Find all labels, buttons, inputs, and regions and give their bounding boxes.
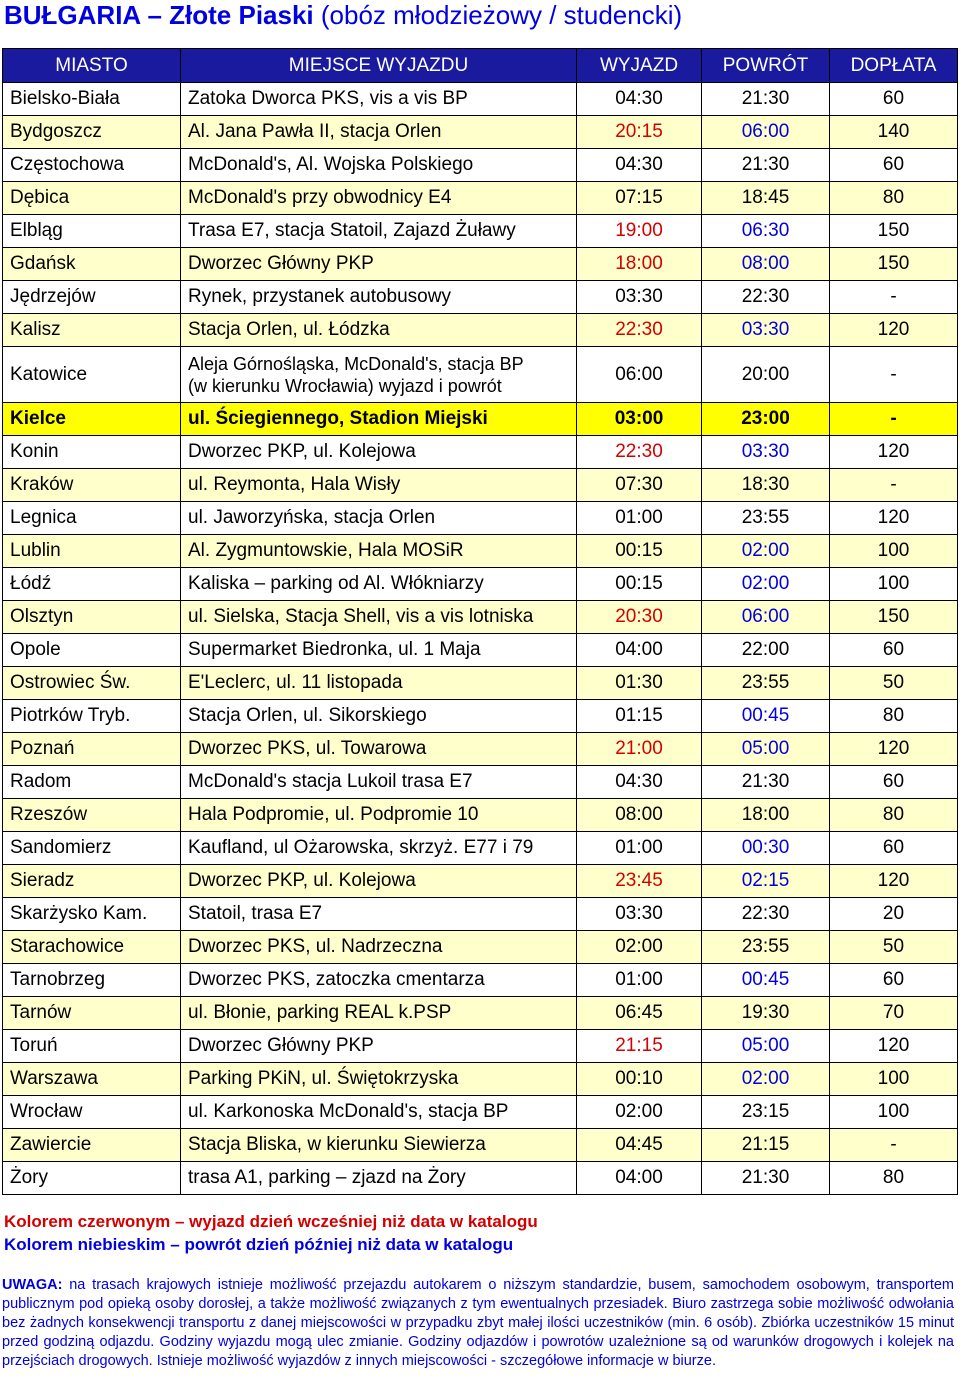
title-subtitle: (obóz młodzieżowy / studencki) xyxy=(313,0,683,30)
cell-return-time: 02:15 xyxy=(702,865,830,898)
table-row xyxy=(3,215,958,248)
table-row xyxy=(3,1063,958,1096)
cell-departure-place: Dworzec PKS, ul. Towarowa xyxy=(181,733,577,766)
cell-departure-place: Statoil, trasa E7 xyxy=(181,898,577,931)
page-title xyxy=(4,0,954,30)
table-row xyxy=(3,248,958,281)
cell-city: Warszawa xyxy=(3,1063,181,1096)
table-row xyxy=(3,502,958,535)
cell-surcharge: 150 xyxy=(830,601,958,634)
cell-departure-time: 19:00 xyxy=(577,215,702,248)
table-row xyxy=(3,733,958,766)
cell-departure-place: Dworzec PKS, zatoczka cmentarza xyxy=(181,964,577,997)
cell-city: Wrocław xyxy=(3,1096,181,1129)
cell-return-time: 00:45 xyxy=(702,964,830,997)
cell-departure-place: Dworzec Główny PKP xyxy=(181,1030,577,1063)
cell-return-time: 05:00 xyxy=(702,1030,830,1063)
cell-city: Łódź xyxy=(3,568,181,601)
cell-departure-place: ul. Jaworzyńska, stacja Orlen xyxy=(181,502,577,535)
cell-city: Rzeszów xyxy=(3,799,181,832)
cell-return-time: 23:00 xyxy=(702,403,830,436)
cell-departure-time: 18:00 xyxy=(577,248,702,281)
cell-departure-time: 21:00 xyxy=(577,733,702,766)
cell-city: Opole xyxy=(3,634,181,667)
cell-departure-time: 04:45 xyxy=(577,1129,702,1162)
cell-departure-place: Rynek, przystanek autobusowy xyxy=(181,281,577,314)
cell-return-time: 22:30 xyxy=(702,898,830,931)
cell-departure-time: 23:45 xyxy=(577,865,702,898)
cell-city: Tarnobrzeg xyxy=(3,964,181,997)
cell-return-time: 02:00 xyxy=(702,1063,830,1096)
table-row xyxy=(3,964,958,997)
cell-city: Dębica xyxy=(3,182,181,215)
cell-city: Gdańsk xyxy=(3,248,181,281)
cell-city: Elbląg xyxy=(3,215,181,248)
cell-surcharge: 70 xyxy=(830,997,958,1030)
cell-city: Ostrowiec Św. xyxy=(3,667,181,700)
cell-departure-time: 03:30 xyxy=(577,898,702,931)
table-row xyxy=(3,997,958,1030)
cell-departure-place: ul. Ściegiennego, Stadion Miejski xyxy=(181,403,577,436)
table-row xyxy=(3,865,958,898)
cell-surcharge: 120 xyxy=(830,865,958,898)
cell-surcharge: 80 xyxy=(830,1162,958,1195)
cell-city: Starachowice xyxy=(3,931,181,964)
cell-surcharge: - xyxy=(830,469,958,502)
cell-departure-place: ul. Błonie, parking REAL k.PSP xyxy=(181,997,577,1030)
cell-departure-place: Zatoka Dworca PKS, vis a vis BP xyxy=(181,83,577,116)
table-row xyxy=(3,1030,958,1063)
cell-city: Bielsko-Biała xyxy=(3,83,181,116)
cell-departure-place: McDonald's, Al. Wojska Polskiego xyxy=(181,149,577,182)
cell-departure-place: ul. Reymonta, Hala Wisły xyxy=(181,469,577,502)
table-row xyxy=(3,403,958,436)
cell-departure-time: 00:15 xyxy=(577,568,702,601)
cell-surcharge: 100 xyxy=(830,1063,958,1096)
notice-paragraph xyxy=(2,1276,954,1371)
cell-city: Kielce xyxy=(3,403,181,436)
cell-surcharge: 80 xyxy=(830,182,958,215)
table-row xyxy=(3,832,958,865)
table-row xyxy=(3,347,958,403)
table-row xyxy=(3,1162,958,1195)
table-row xyxy=(3,898,958,931)
cell-city: Konin xyxy=(3,436,181,469)
cell-departure-time: 03:00 xyxy=(577,403,702,436)
cell-departure-place: Kaliska – parking od Al. Włókniarzy xyxy=(181,568,577,601)
table-row xyxy=(3,601,958,634)
cell-departure-time: 01:30 xyxy=(577,667,702,700)
cell-surcharge: 60 xyxy=(830,83,958,116)
cell-departure-time: 01:00 xyxy=(577,964,702,997)
cell-return-time: 08:00 xyxy=(702,248,830,281)
table-row xyxy=(3,281,958,314)
cell-return-time: 22:30 xyxy=(702,281,830,314)
cell-departure-place: Supermarket Biedronka, ul. 1 Maja xyxy=(181,634,577,667)
cell-city: Poznań xyxy=(3,733,181,766)
cell-return-time: 22:00 xyxy=(702,634,830,667)
cell-return-time: 06:30 xyxy=(702,215,830,248)
cell-departure-place: Hala Podpromie, ul. Podpromie 10 xyxy=(181,799,577,832)
cell-return-time: 21:15 xyxy=(702,1129,830,1162)
cell-city: Olsztyn xyxy=(3,601,181,634)
cell-return-time: 00:45 xyxy=(702,700,830,733)
table-row xyxy=(3,1129,958,1162)
cell-surcharge: 120 xyxy=(830,733,958,766)
cell-surcharge: 60 xyxy=(830,964,958,997)
cell-return-time: 06:00 xyxy=(702,116,830,149)
cell-return-time: 21:30 xyxy=(702,149,830,182)
cell-return-time: 21:30 xyxy=(702,83,830,116)
cell-departure-place: Stacja Orlen, ul. Sikorskiego xyxy=(181,700,577,733)
cell-departure-time: 01:15 xyxy=(577,700,702,733)
cell-city: Skarżysko Kam. xyxy=(3,898,181,931)
cell-departure-place: trasa A1, parking – zjazd na Żory xyxy=(181,1162,577,1195)
cell-departure-place xyxy=(181,347,577,403)
table-row xyxy=(3,766,958,799)
cell-departure-time: 02:00 xyxy=(577,931,702,964)
table-row xyxy=(3,931,958,964)
cell-return-time: 18:45 xyxy=(702,182,830,215)
cell-departure-time: 04:30 xyxy=(577,766,702,799)
cell-return-time: 06:00 xyxy=(702,601,830,634)
cell-return-time: 20:00 xyxy=(702,347,830,403)
title-destination: BUŁGARIA – Złote Piaski xyxy=(4,0,314,30)
cell-return-time: 05:00 xyxy=(702,733,830,766)
cell-return-time: 23:55 xyxy=(702,667,830,700)
cell-departure-time: 04:30 xyxy=(577,83,702,116)
cell-departure-place: McDonald's przy obwodnicy E4 xyxy=(181,182,577,215)
header-surcharge: DOPŁATA xyxy=(830,49,958,83)
cell-surcharge: 60 xyxy=(830,634,958,667)
table-row xyxy=(3,535,958,568)
notice-text: na trasach krajowych istnieje możliwość przejazdu autokarem o niższym standardzie, busem, samochodem osobowym, transportem publicznym pod opieką osoby dorosłej, a także możliwość związanych z tym ewentualnych przesiadek. Biuro zastrzega sobie możliwość odwołania bez żadnych konsekwencji transportu z danej miejscowości w przypadku zbyt małej ilości uczestników (min. 6 osób). Zbiórka uczestników 15 minut przed godziną odjazdu. Godziny wyjazdu mogą ulec zmianie. Godziny odjazdów i powrotów uzależnione są od warunków drogowych i kolejek na przejściach drogowych. Istnieje możliwość wyjazdów z innych miejscowości - szczegółowe informacje w biurze. xyxy=(2,1277,954,1369)
place-line-1: Aleja Górnośląska, McDonald's, stacja BP xyxy=(188,353,524,374)
table-body xyxy=(3,83,958,1195)
cell-return-time: 19:30 xyxy=(702,997,830,1030)
cell-return-time: 02:00 xyxy=(702,568,830,601)
header-departure-time: WYJAZD xyxy=(577,49,702,83)
cell-departure-place: Stacja Bliska, w kierunku Siewierza xyxy=(181,1129,577,1162)
cell-surcharge: 60 xyxy=(830,832,958,865)
cell-surcharge: 150 xyxy=(830,248,958,281)
cell-surcharge: - xyxy=(830,403,958,436)
table-row xyxy=(3,149,958,182)
cell-return-time: 18:30 xyxy=(702,469,830,502)
cell-city: Zawiercie xyxy=(3,1129,181,1162)
cell-departure-place: Dworzec PKP, ul. Kolejowa xyxy=(181,865,577,898)
cell-departure-place: Dworzec PKS, ul. Nadrzeczna xyxy=(181,931,577,964)
cell-return-time: 02:00 xyxy=(702,535,830,568)
cell-departure-time: 01:00 xyxy=(577,832,702,865)
cell-departure-time: 06:00 xyxy=(577,347,702,403)
cell-departure-place: Al. Jana Pawła II, stacja Orlen xyxy=(181,116,577,149)
cell-surcharge: 50 xyxy=(830,667,958,700)
cell-city: Jędrzejów xyxy=(3,281,181,314)
cell-departure-place: Dworzec PKP, ul. Kolejowa xyxy=(181,436,577,469)
cell-surcharge: 140 xyxy=(830,116,958,149)
cell-surcharge: 80 xyxy=(830,700,958,733)
cell-surcharge: 100 xyxy=(830,535,958,568)
cell-departure-place: E'Leclerc, ul. 11 listopada xyxy=(181,667,577,700)
cell-surcharge: 100 xyxy=(830,1096,958,1129)
table-header-row xyxy=(3,49,958,83)
cell-surcharge: - xyxy=(830,347,958,403)
cell-departure-time: 06:45 xyxy=(577,997,702,1030)
cell-departure-time: 04:30 xyxy=(577,149,702,182)
cell-surcharge: 120 xyxy=(830,502,958,535)
table-row xyxy=(3,700,958,733)
cell-surcharge: 120 xyxy=(830,1030,958,1063)
cell-return-time: 21:30 xyxy=(702,1162,830,1195)
table-row xyxy=(3,314,958,347)
place-line-2: (w kierunku Wrocławia) wyjazd i powrót xyxy=(188,375,502,396)
cell-city: Tarnów xyxy=(3,997,181,1030)
cell-departure-place: Trasa E7, stacja Statoil, Zajazd Żuławy xyxy=(181,215,577,248)
cell-departure-time: 21:15 xyxy=(577,1030,702,1063)
cell-departure-place: Dworzec Główny PKP xyxy=(181,248,577,281)
table-row xyxy=(3,568,958,601)
cell-departure-time: 03:30 xyxy=(577,281,702,314)
cell-return-time: 23:55 xyxy=(702,931,830,964)
cell-surcharge: - xyxy=(830,1129,958,1162)
cell-return-time: 03:30 xyxy=(702,314,830,347)
cell-surcharge: 60 xyxy=(830,149,958,182)
cell-surcharge: 100 xyxy=(830,568,958,601)
cell-return-time: 00:30 xyxy=(702,832,830,865)
cell-departure-time: 04:00 xyxy=(577,1162,702,1195)
header-return-time: POWRÓT xyxy=(702,49,830,83)
cell-surcharge: 120 xyxy=(830,314,958,347)
table-row xyxy=(3,469,958,502)
cell-departure-time: 01:00 xyxy=(577,502,702,535)
cell-city: Żory xyxy=(3,1162,181,1195)
cell-departure-time: 00:15 xyxy=(577,535,702,568)
cell-surcharge: 20 xyxy=(830,898,958,931)
legend-blue-note: Kolorem niebieskim – powrót dzień później niż data w katalogu xyxy=(4,1235,514,1254)
table-row xyxy=(3,634,958,667)
header-city: MIASTO xyxy=(3,49,181,83)
cell-surcharge: 120 xyxy=(830,436,958,469)
notice-label: UWAGA: xyxy=(2,1277,63,1293)
cell-departure-time: 00:10 xyxy=(577,1063,702,1096)
cell-city: Częstochowa xyxy=(3,149,181,182)
cell-departure-time: 07:15 xyxy=(577,182,702,215)
cell-city: Piotrków Tryb. xyxy=(3,700,181,733)
table-row xyxy=(3,83,958,116)
cell-departure-place: Al. Zygmuntowskie, Hala MOSiR xyxy=(181,535,577,568)
cell-city: Kalisz xyxy=(3,314,181,347)
cell-return-time: 21:30 xyxy=(702,766,830,799)
cell-departure-time: 22:30 xyxy=(577,436,702,469)
cell-surcharge: 150 xyxy=(830,215,958,248)
header-departure-place: MIEJSCE WYJAZDU xyxy=(181,49,577,83)
cell-return-time: 03:30 xyxy=(702,436,830,469)
table-row xyxy=(3,667,958,700)
table-row xyxy=(3,799,958,832)
cell-return-time: 23:15 xyxy=(702,1096,830,1129)
table-row xyxy=(3,1096,958,1129)
cell-city: Legnica xyxy=(3,502,181,535)
cell-surcharge: 50 xyxy=(830,931,958,964)
cell-departure-place: Kaufland, ul Ożarowska, skrzyż. E77 i 79 xyxy=(181,832,577,865)
cell-city: Lublin xyxy=(3,535,181,568)
cell-departure-time: 07:30 xyxy=(577,469,702,502)
table-row xyxy=(3,436,958,469)
cell-departure-place: McDonald's stacja Lukoil trasa E7 xyxy=(181,766,577,799)
cell-departure-time: 02:00 xyxy=(577,1096,702,1129)
cell-departure-place: Stacja Orlen, ul. Łódzka xyxy=(181,314,577,347)
cell-return-time: 18:00 xyxy=(702,799,830,832)
cell-departure-time: 20:30 xyxy=(577,601,702,634)
cell-city: Bydgoszcz xyxy=(3,116,181,149)
departure-schedule-table xyxy=(2,48,958,1195)
cell-city: Sandomierz xyxy=(3,832,181,865)
table-row xyxy=(3,116,958,149)
cell-city: Sieradz xyxy=(3,865,181,898)
legend-red-note: Kolorem czerwonym – wyjazd dzień wcześniej niż data w katalogu xyxy=(4,1212,538,1231)
cell-surcharge: 80 xyxy=(830,799,958,832)
cell-city: Toruń xyxy=(3,1030,181,1063)
cell-departure-place: ul. Karkonoska McDonald's, stacja BP xyxy=(181,1096,577,1129)
table-row xyxy=(3,182,958,215)
cell-departure-time: 22:30 xyxy=(577,314,702,347)
cell-city: Katowice xyxy=(3,347,181,403)
cell-departure-place: ul. Sielska, Stacja Shell, vis a vis lotniska xyxy=(181,601,577,634)
cell-return-time: 23:55 xyxy=(702,502,830,535)
cell-city: Radom xyxy=(3,766,181,799)
cell-surcharge: - xyxy=(830,281,958,314)
cell-departure-time: 20:15 xyxy=(577,116,702,149)
cell-departure-time: 08:00 xyxy=(577,799,702,832)
cell-departure-time: 04:00 xyxy=(577,634,702,667)
cell-surcharge: 60 xyxy=(830,766,958,799)
cell-city: Kraków xyxy=(3,469,181,502)
cell-departure-place: Parking PKiN, ul. Świętokrzyska xyxy=(181,1063,577,1096)
